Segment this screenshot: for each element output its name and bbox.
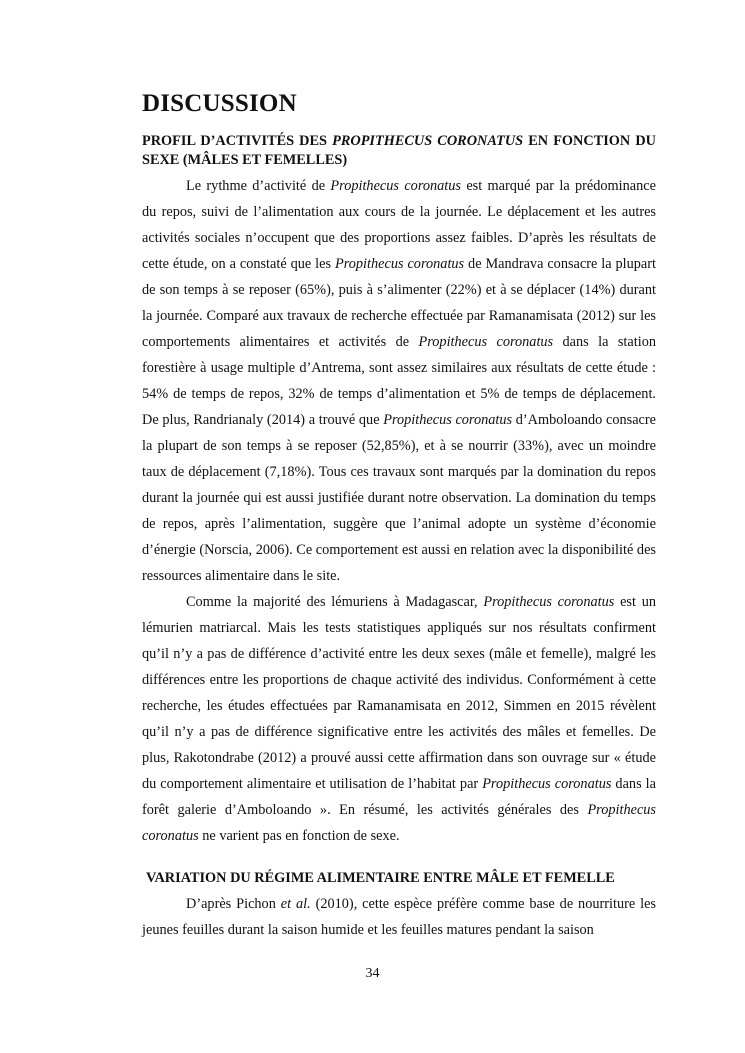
species-name: Propithecus coronatus <box>334 256 465 272</box>
paragraph-text: Le rythme d’activité de <box>186 178 331 194</box>
paragraph-text: est marqué par la prédominance du repos, suivi de l’alimentation aux cours de la journée. Le déplacement et les autres activités sociales n’occupent que des proportions assez faibles. D’après les résultats de cette étude, on a constaté que les <box>142 178 656 272</box>
paragraph-sex-differences <box>142 589 656 849</box>
paragraph-text: est un lémurien matriarcal. Mais les tests statistiques appliqués sur nos résultats confirment qu’il n’y a pas de différence d’activité entre les deux sexes (mâle et femelle), malgré les différences entre les proportions de chaque activité des individus. Conformément à cette recherche, les études effectuées par Ramanamisata en 2012, Simmen en 2015 révèlent qu’il n’y a pas de différence significative entre les activités des mâles et femelles. De plus, Rakotondrabe (2012) a prouvé aussi cette affirmation dans son ouvrage sur « étude du comportement alimentaire et utilisation de l’habitat par <box>142 594 656 792</box>
paragraph-text: dans la station forestière à usage multiple d’Antrema, sont assez similaires aux résultats de cette étude : 54% de temps de repos, 32% de temps d’alimentation et 5% de temps de déplacement. De plus, Randrianaly (2014) a trouvé que <box>142 334 656 428</box>
paragraph-text: de Mandrava consacre la plupart de son temps à se reposer (65%), puis à s’alimenter (22%) et à se déplacer (14%) durant la journée. Comparé aux travaux de recherche effectuée par Ramanamisata (2012) sur les comportements alimentaires et activités de <box>142 256 657 350</box>
discussion-heading: DISCUSSION <box>142 90 297 117</box>
paragraph-text: Comme la majorité des lémuriens à Madagascar, <box>186 594 484 610</box>
species-name: Propithecus coronatus <box>483 594 615 610</box>
section-title-diet-variation: VARIATION DU RÉGIME ALIMENTAIRE ENTRE MÂLE ET FEMELLE <box>146 870 615 886</box>
paragraph-activity-rhythm <box>142 173 656 589</box>
species-name: Propithecus coronatus <box>383 412 513 428</box>
species-name: Propithecus coronatus <box>418 334 554 350</box>
section-title-part2: EN FONCTION DU SEXE (MÂLES ET FEMELLES) <box>142 133 657 168</box>
species-name: Propithecus coronatus <box>142 802 656 844</box>
paragraph-text: d’Amboloando consacre la plupart de son temps à se reposer (52,85%), et à se nourrir (33%), avec un moindre taux de déplacement (7,18%). Tous ces travaux sont marqués par la domination du repos durant la journée qui est aussi justifiée durant notre observation. La domination du temps de repos, après l’alimentation, suggère que l’animal adopte un système d’économie d’énergie (Norscia, 2006). Ce comportement est aussi en relation avec la disponibilité des ressources alimentaire dans le site. <box>142 412 657 584</box>
paragraph-text: (2010), cette espèce préfère comme base de nourriture les jeunes feuilles durant la saison humide et les feuilles matures pendant la saison <box>142 896 656 938</box>
paragraph-diet <box>142 891 656 943</box>
section-title-part1: PROFIL D’ACTIVITÉS DES <box>142 133 333 149</box>
section-title-activity-profile <box>142 132 656 170</box>
paragraph-text: D’après Pichon <box>186 896 281 912</box>
citation-et-al: et al. <box>280 896 311 912</box>
species-name: Propithecus coronatus <box>482 776 612 792</box>
paragraph-text: dans la forêt galerie d’Amboloando ». En résumé, les activités générales des <box>142 776 656 818</box>
page-number: 34 <box>365 966 380 981</box>
paragraph-text: ne varient pas en fonction de sexe. <box>198 828 400 844</box>
section-title-species: PROPITHECUS CORONATUS <box>332 133 524 149</box>
species-name: Propithecus coronatus <box>330 178 461 194</box>
